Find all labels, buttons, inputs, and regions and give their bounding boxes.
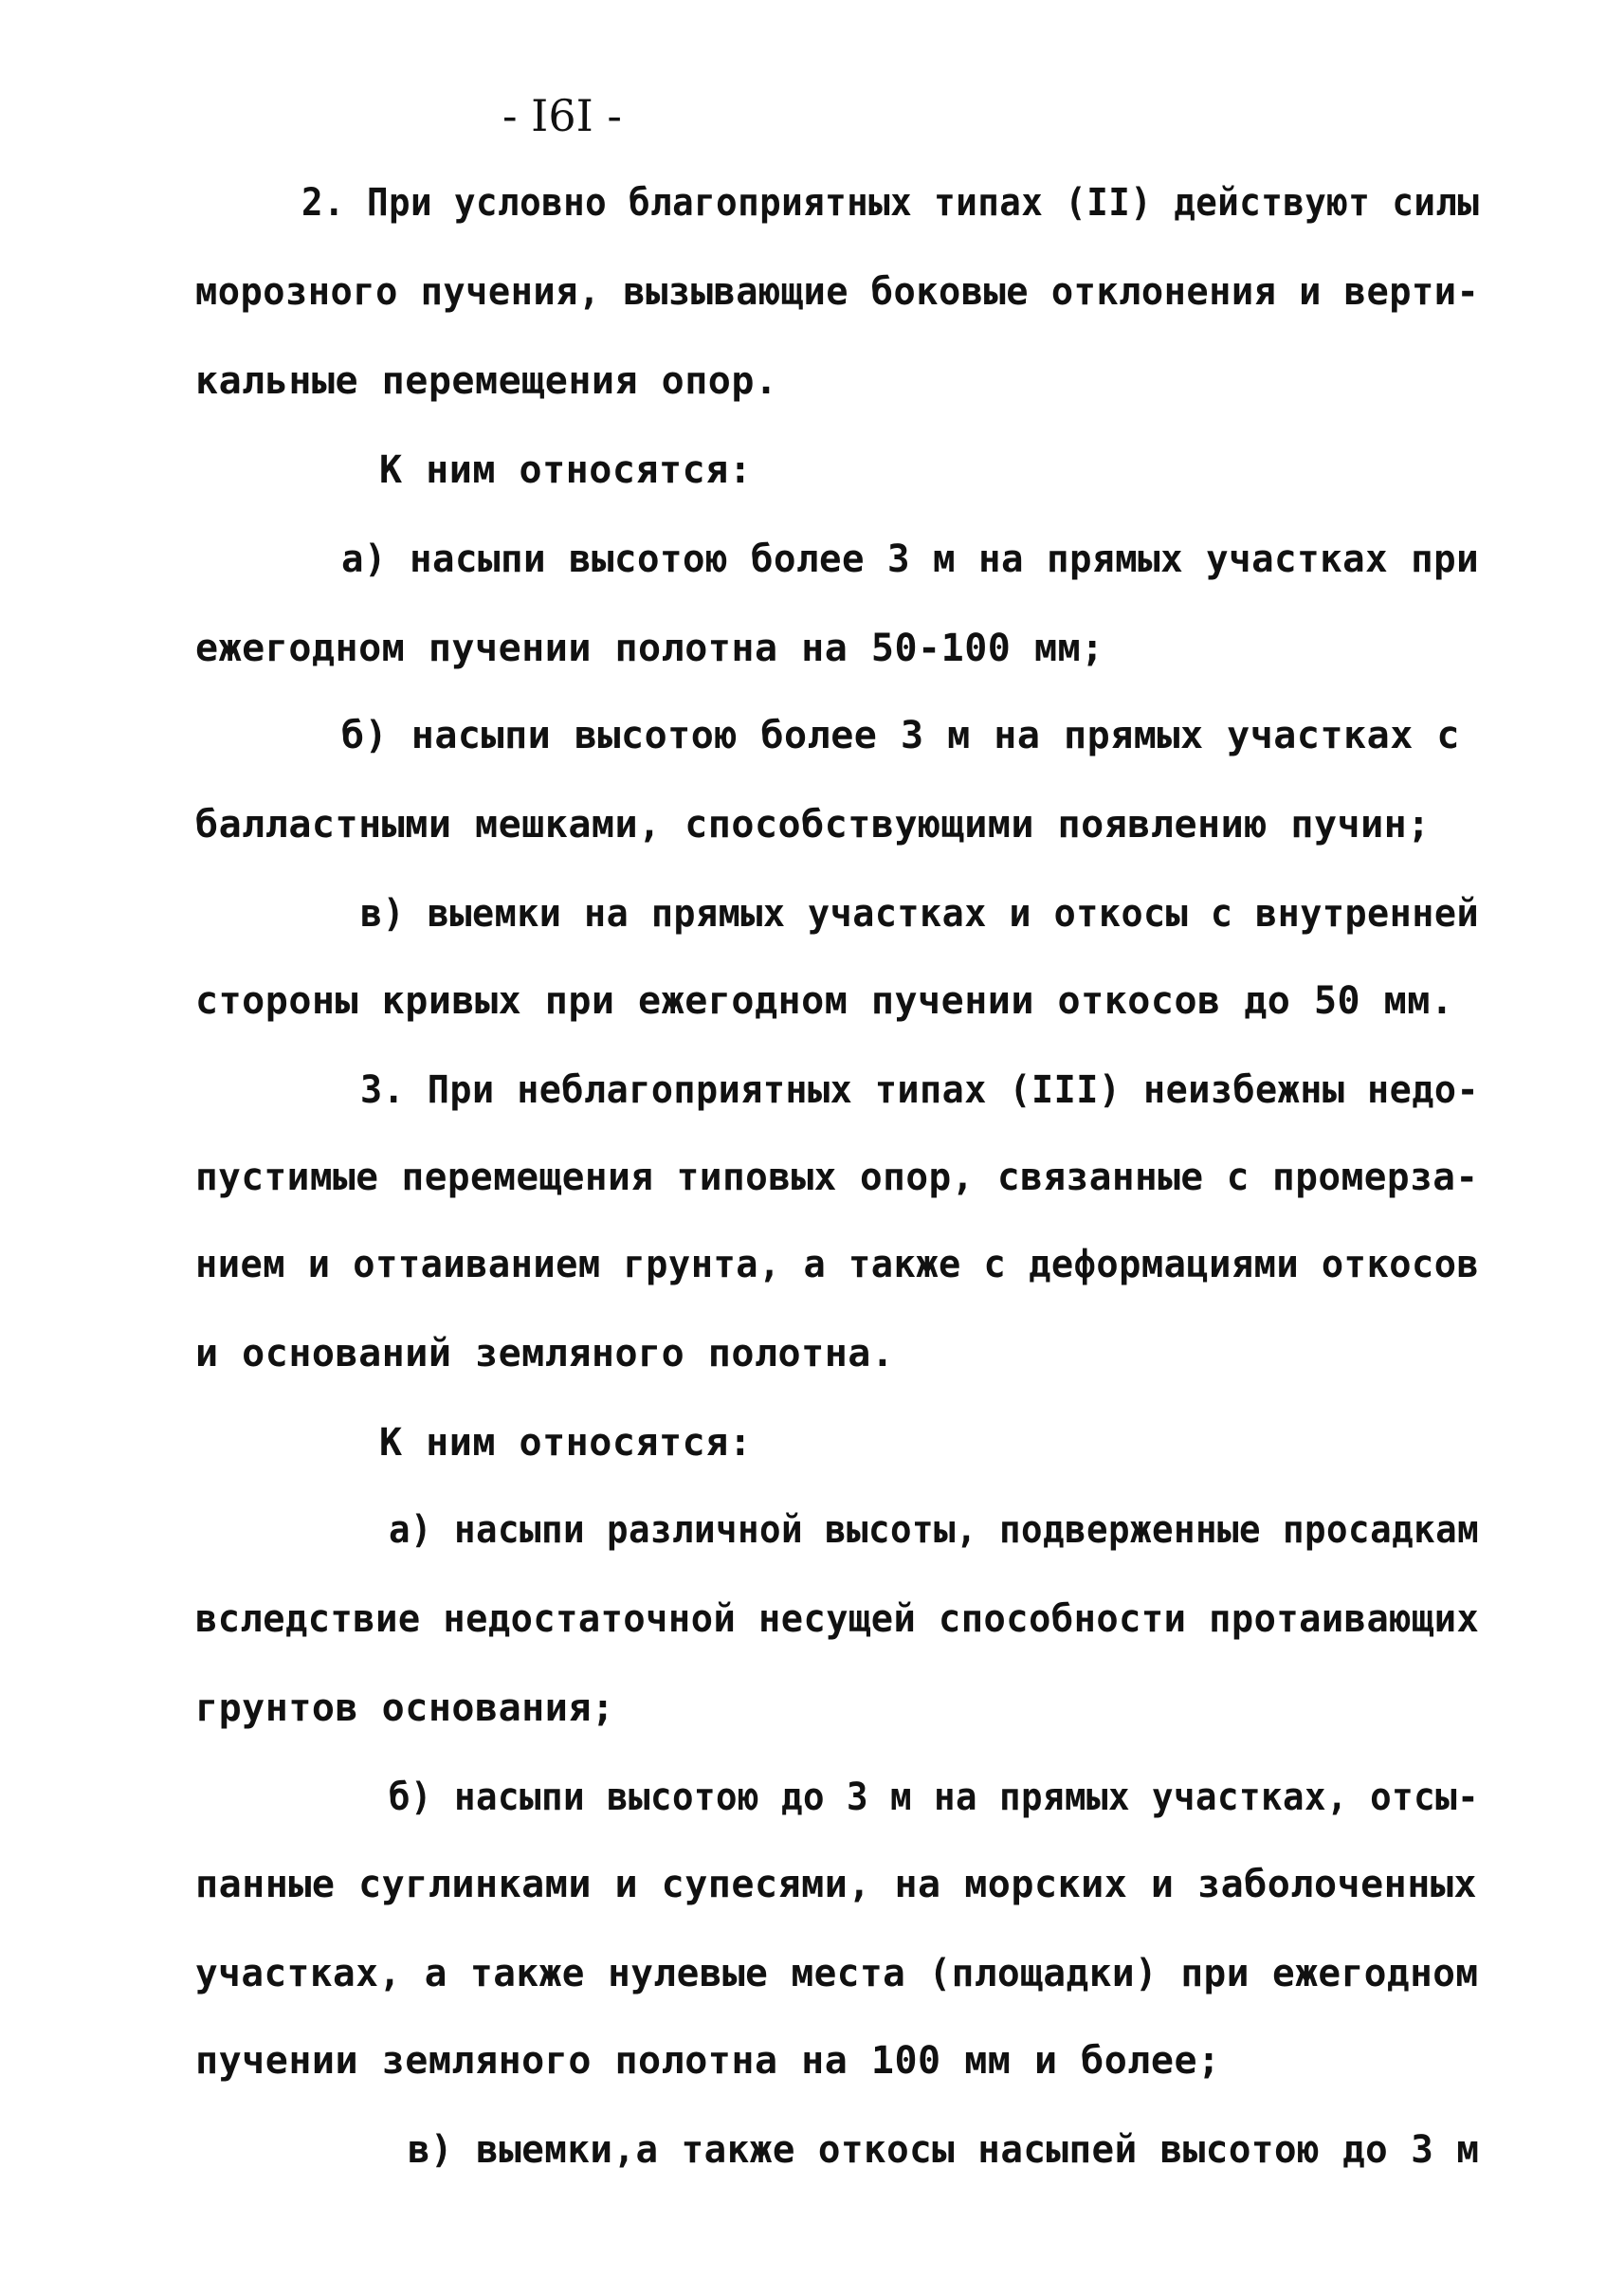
text-line-10: стороны кривых при ежегодном пучении откосов до 50 мм.	[195, 979, 1454, 1023]
page-number: - I6I -	[502, 90, 622, 141]
text-line-8: балластными мешками, способствующими появлению пучин;	[195, 803, 1431, 847]
text-line-16: а) насыпи различной высоты, подверженные просадкам	[389, 1508, 1480, 1552]
text-line-18: грунтов основания;	[195, 1686, 615, 1730]
text-line-13: нием и оттаиванием грунта, а также с деформациями откосов	[195, 1243, 1480, 1286]
text-line-17: вследствие недостаточной несущей способности протаивающих	[195, 1597, 1480, 1641]
text-line-2: морозного пучения, вызывающие боковые отклонения и верти-	[195, 270, 1480, 314]
text-line-19: б) насыпи высотою до 3 м на прямых участках, отсы-	[389, 1776, 1480, 1819]
text-line-1: 2. При условно благоприятных типах (II) действуют силы	[301, 181, 1480, 225]
text-line-14: и оснований земляного полотна.	[195, 1332, 895, 1375]
text-line-12: пустимые перемещения типовых опор, связанные с промерза-	[195, 1156, 1479, 1199]
text-line-4: К ним относятся:	[379, 448, 753, 492]
text-line-15: К ним относятся:	[379, 1421, 753, 1465]
text-line-7: б) насыпи высотою более 3 м на прямых участках с	[341, 714, 1460, 757]
text-line-5: а) насыпи высотою более 3 м на прямых участках при	[341, 537, 1480, 581]
text-line-9: в) выемки на прямых участках и откосы с внутренней	[360, 892, 1480, 936]
text-line-20: панные суглинками и супесями, на морских и заболоченных	[195, 1863, 1478, 1906]
text-line-11: 3. При неблагоприятных типах (III) неизбежны недо-	[360, 1068, 1480, 1112]
text-line-3: кальные перемещения опор.	[195, 359, 778, 403]
text-line-22: пучении земляного полотна на 100 мм и более;	[195, 2039, 1221, 2083]
text-line-6: ежегодном пучении полотна на 50-100 мм;	[195, 627, 1104, 670]
text-line-21: участках, а также нулевые места (площадки) при ежегодном	[195, 1952, 1479, 1995]
text-line-23: в) выемки,а также откосы насыпей высотою до 3 м	[408, 2128, 1480, 2172]
